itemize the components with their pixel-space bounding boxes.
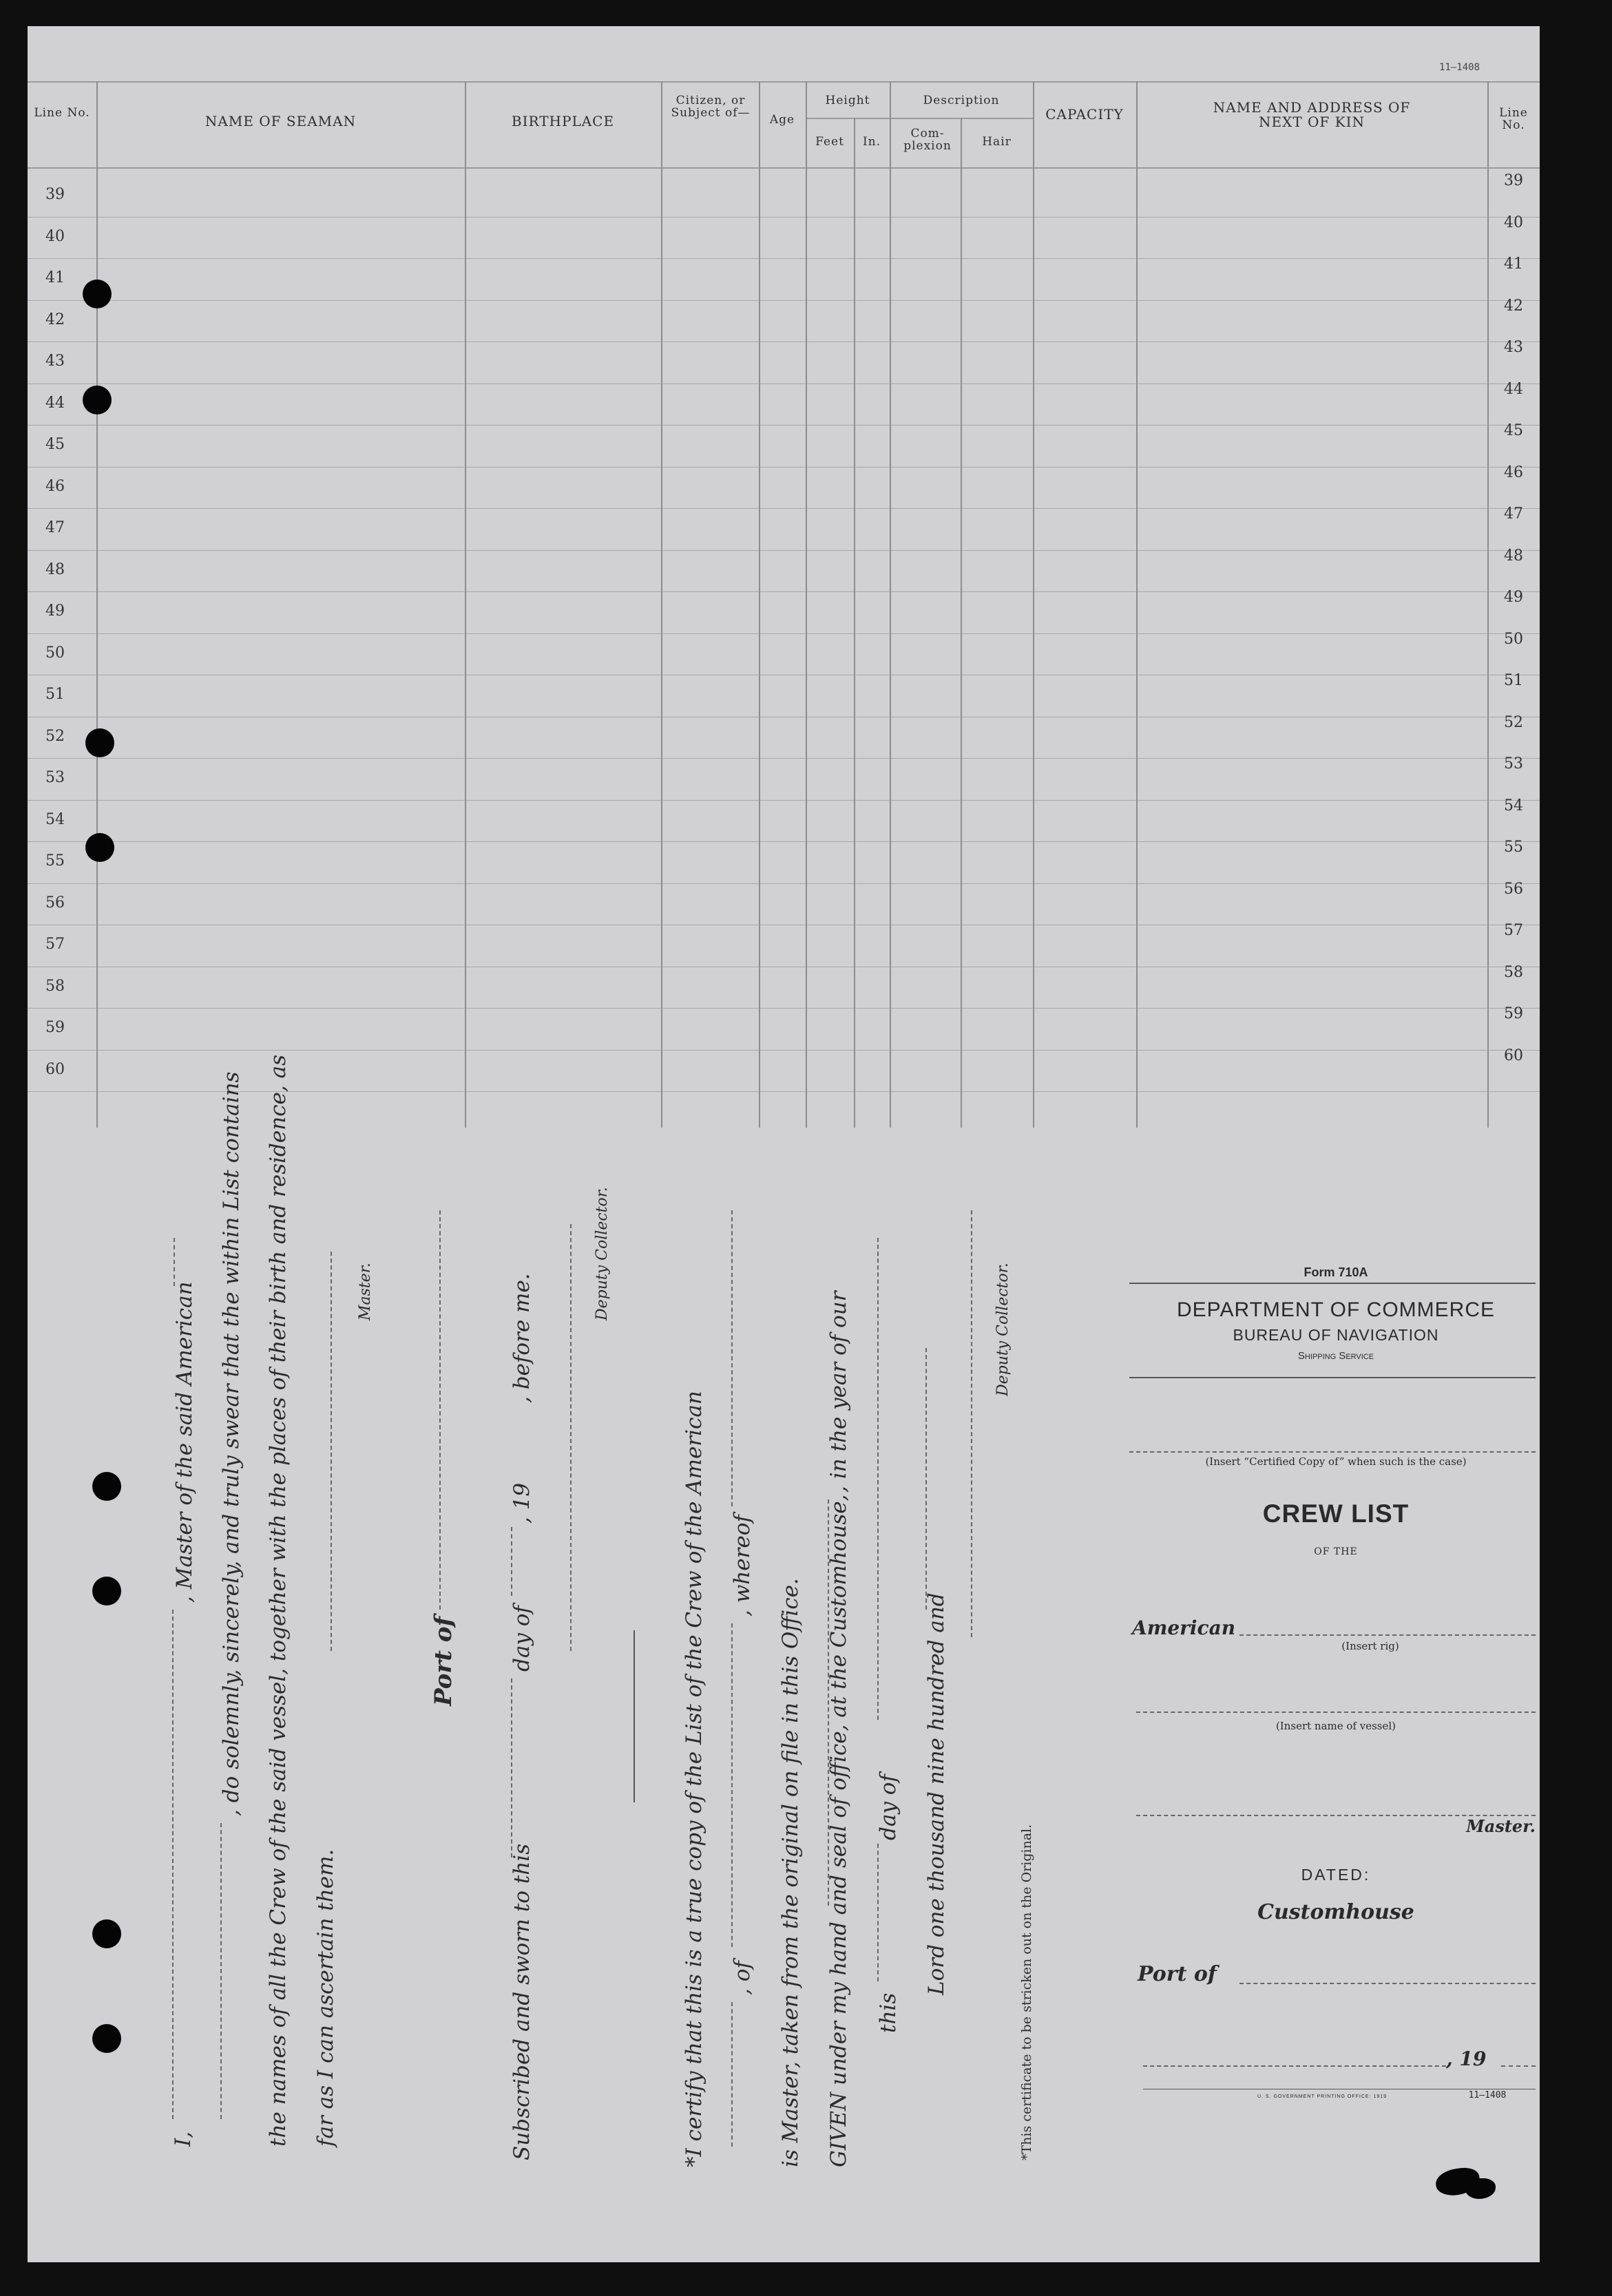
header-height: Height (825, 94, 870, 107)
oath-line-3: the names of all the Crew of the said vessel, together with the places of their birth and residence, as (266, 1055, 291, 2147)
col-rule-feet (854, 118, 855, 1128)
cert-blank-port (731, 1623, 733, 1947)
cert-line-4a: GIVEN under my hand and seal of office, at the Customhouse, (826, 1494, 851, 2167)
cover-port-of-label: Port of (1138, 1962, 1217, 1986)
line-number-right: 49 (1504, 589, 1523, 606)
line-number-left: 43 (45, 352, 65, 370)
row-rule (28, 758, 1540, 759)
col-rule-description (1033, 81, 1034, 1128)
date-blank (1143, 2065, 1446, 2067)
cert-line-2a: , of (730, 1961, 755, 1995)
vessel-name-blank (1136, 1712, 1536, 1713)
line-number-right: 46 (1504, 463, 1523, 481)
line-number-left: 44 (45, 394, 65, 412)
oath-line-2: , do solemnly, sincerely, and truly swear that the within List contains (219, 1071, 244, 1816)
page-code: 11—1408 (1439, 62, 1480, 73)
line-number-left: 46 (45, 477, 65, 495)
line-number-right: 40 (1504, 213, 1523, 231)
line-number-right: 59 (1504, 1005, 1523, 1022)
row-rule (28, 1091, 1540, 1092)
cert-deputy-label: Deputy Collector. (994, 1263, 1012, 1396)
col-rule-age (806, 81, 807, 1128)
oath-master-signature-line (331, 1252, 332, 1651)
cover-master-label: Master. (1466, 1816, 1536, 1836)
cert-blank-customhouse (828, 1499, 829, 1906)
line-number-right: 55 (1504, 839, 1523, 856)
header-line-no: Line No. (34, 106, 90, 120)
col-rule-name (465, 81, 466, 1128)
cert-line-4b: , in the year of our (826, 1291, 851, 1493)
oath-master-label: Master. (357, 1263, 374, 1320)
header-feet: Feet (815, 135, 844, 149)
col-rule-complexion (961, 118, 962, 1128)
section-divider (634, 1630, 635, 1802)
oath-deputy-label: Deputy Collector. (594, 1187, 611, 1320)
oath-line-1b: , Master of the said American (172, 1281, 197, 1603)
line-number-right: 57 (1504, 922, 1523, 939)
cert-line-6: Lord one thousand nine hundred and (924, 1592, 949, 1995)
cert-blank-year (925, 1348, 927, 1610)
oath-subscribed-a: Subscribed and sworn to this (510, 1843, 534, 2160)
cert-footnote: *This certificate to be stricken out on the Original. (1019, 1824, 1034, 2160)
line-number-left: 60 (45, 1060, 65, 1078)
of-the-label: OF THE (1314, 1546, 1358, 1557)
row-rule (28, 217, 1540, 218)
service-name: Shipping Service (1297, 1350, 1374, 1362)
line-number-right: 42 (1504, 297, 1523, 315)
line-number-right: 51 (1504, 672, 1523, 689)
line-number-left: 49 (45, 602, 65, 620)
oath-line-4: far as I can ascertain them. (313, 1849, 338, 2147)
line-number-left: 48 (45, 560, 65, 578)
line-number-left: 47 (45, 519, 65, 536)
department-name: DEPARTMENT OF COMMERCE (1176, 1298, 1496, 1321)
header-age: Age (769, 113, 795, 127)
row-rule (28, 633, 1540, 634)
line-number-right: 52 (1504, 713, 1523, 731)
header-hair: Hair (982, 135, 1012, 149)
line-number-right: 39 (1504, 172, 1523, 189)
height-description-subrule (806, 118, 1033, 119)
customhouse-label: Customhouse (1257, 1900, 1414, 1924)
table-top-rule (28, 81, 1540, 83)
oath-port-blank (439, 1210, 441, 1610)
line-number-left: 59 (45, 1019, 65, 1036)
punch-hole (83, 280, 112, 308)
line-number-left: 39 (45, 186, 65, 203)
oath-subscribed-d: , before me. (510, 1273, 534, 1403)
header-citizen: Citizen, or Subject of— (671, 94, 751, 120)
line-number-left: 45 (45, 436, 65, 453)
header-birthplace: BIRTHPLACE (511, 113, 615, 129)
oath-day-blank (511, 1678, 512, 1857)
col-rule-line (96, 81, 98, 1128)
row-rule (28, 383, 1540, 384)
row-rule (28, 800, 1540, 801)
printer-code: 11—1408 (1468, 2090, 1507, 2100)
punch-hole (83, 386, 112, 414)
line-number-left: 56 (45, 894, 65, 912)
oath-subscribed-c: , 19 (510, 1482, 534, 1524)
oath-subscribed-b: day of (510, 1605, 534, 1672)
certified-copy-blank (1129, 1451, 1536, 1453)
header-description: Description (923, 94, 1000, 107)
cert-blank-day (877, 1844, 879, 1981)
cert-blank-month (877, 1238, 879, 1720)
line-number-right: 53 (1504, 755, 1523, 772)
punch-hole (92, 2024, 121, 2053)
cert-line-2b: , whereof (730, 1515, 755, 1616)
cert-line-3: is Master, taken from the original on file in this Office. (778, 1578, 803, 2167)
cover-rule-top (1129, 1283, 1536, 1284)
port-blank (1239, 1983, 1536, 1984)
form-number: Form 710A (1304, 1265, 1368, 1279)
line-number-left: 58 (45, 977, 65, 995)
line-number-right: 60 (1504, 1046, 1523, 1064)
punch-hole (92, 1577, 121, 1605)
line-number-right: 45 (1504, 422, 1523, 439)
row-rule (28, 300, 1540, 301)
cert-deputy-signature-line (971, 1210, 972, 1637)
punch-hole (85, 833, 114, 862)
cert-line-5a: this (876, 1992, 901, 2033)
oath-blank-rig (174, 1238, 175, 1286)
crew-list-sheet (28, 26, 1540, 2262)
col-rule-birthplace (661, 81, 662, 1128)
line-number-left: 52 (45, 727, 65, 745)
line-number-right: 50 (1504, 630, 1523, 648)
row-rule (28, 258, 1540, 259)
crew-list-title: CREW LIST (1262, 1499, 1410, 1528)
insert-rig-note: (Insert rig) (1341, 1640, 1399, 1652)
row-rule (28, 883, 1540, 884)
line-number-left: 40 (45, 227, 65, 245)
insert-certified-note: (Insert “Certified Copy of” when such is the case) (1205, 1455, 1467, 1468)
line-number-right: 54 (1504, 797, 1523, 814)
line-number-left: 41 (45, 269, 65, 286)
header-name-of-seaman: NAME OF SEAMAN (205, 113, 357, 129)
row-rule (28, 550, 1540, 551)
year-blank (1501, 2065, 1536, 2067)
header-line-no-right: Line No. (1499, 106, 1528, 132)
row-rule (28, 841, 1540, 842)
dated-label: DATED: (1301, 1866, 1371, 1884)
line-number-left: 54 (45, 810, 65, 828)
punch-hole (92, 1472, 121, 1501)
punch-hole (92, 1919, 121, 1948)
line-number-right: 58 (1504, 963, 1523, 981)
oath-line-1a: I, (171, 2131, 196, 2147)
ink-blot (1465, 2178, 1496, 2199)
cert-line-5b: day of (876, 1774, 901, 1840)
line-number-left: 42 (45, 310, 65, 328)
bureau-name: BUREAU OF NAVIGATION (1233, 1326, 1439, 1344)
row-rule (28, 1050, 1540, 1051)
line-number-left: 51 (45, 686, 65, 703)
year-label: , 19 (1446, 2047, 1487, 2070)
line-number-left: 55 (45, 852, 65, 870)
rig-blank (1239, 1634, 1536, 1636)
cert-blank-master (731, 1210, 733, 1506)
cert-blank-vessel (731, 2002, 733, 2147)
insert-vessel-name-note: (Insert name of vessel) (1275, 1720, 1396, 1732)
punch-hole (85, 728, 114, 757)
line-number-left: 57 (45, 936, 65, 953)
line-number-left: 50 (45, 644, 65, 662)
header-next-of-kin: NAME AND ADDRESS OF NEXT OF KIN (1213, 99, 1411, 130)
line-number-right: 56 (1504, 880, 1523, 898)
row-rule (28, 591, 1540, 592)
col-rule-citizen (759, 81, 760, 1128)
oath-port-of: Port of (430, 1616, 457, 1706)
header-inches: In. (862, 135, 881, 149)
header-capacity: CAPACITY (1045, 106, 1124, 123)
american-label: American (1132, 1616, 1236, 1639)
cover-rule-bottom (1129, 1377, 1536, 1378)
oath-blank-vessel-name (220, 1823, 222, 2119)
col-rule-height (890, 81, 891, 1128)
line-number-left: 53 (45, 769, 65, 786)
cert-line-1: *I certify that this is a true copy of the List of the Crew of the American (682, 1391, 706, 2167)
table-header-rule (28, 167, 1540, 169)
row-rule (28, 1008, 1540, 1009)
header-complexion: Com- plexion (903, 127, 952, 153)
line-number-right: 47 (1504, 505, 1523, 523)
line-number-right: 43 (1504, 339, 1523, 356)
oath-month-blank (511, 1527, 512, 1596)
row-rule (28, 508, 1540, 509)
col-rule-capacity (1136, 81, 1138, 1128)
printer-imprint: U. S. GOVERNMENT PRINTING OFFICE: 1919 (1257, 2094, 1387, 2099)
row-rule (28, 341, 1540, 342)
line-number-right: 48 (1504, 547, 1523, 565)
oath-blank-master-name (172, 1610, 174, 2119)
line-number-right: 44 (1504, 380, 1523, 398)
oath-deputy-signature-line (570, 1224, 572, 1651)
line-number-right: 41 (1504, 255, 1523, 273)
